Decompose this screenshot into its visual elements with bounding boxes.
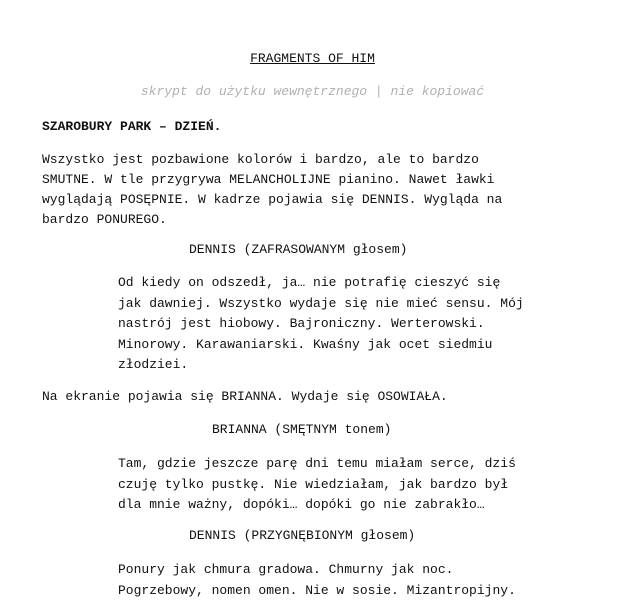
character-cue: DENNIS (ZAFRASOWANYM głosem) <box>189 242 408 257</box>
action-paragraph: Wszystko jest pozbawione kolorów i bardzo, ale to bardzo SMUTNE. W tle przygrywa MELANCHOLIJNE pianino. Nawet ławki wyglądają POSĘPNIE. W kadrze pojawia się DENNIS. Wygląda na bardzo PONUREGO. <box>42 152 503 227</box>
dialogue-block: Tam, gdzie jeszcze parę dni temu miałam serce, dziś czuję tylko pustkę. Nie wiedziałam, jak bardzo był dla mnie ważny, dopóki… dopóki go nie zabrakło… <box>118 456 516 512</box>
action-paragraph: Na ekranie pojawia się BRIANNA. Wydaje się OSOWIAŁA. <box>42 389 448 404</box>
dialogue-block: Ponury jak chmura gradowa. Chmurny jak noc. Pogrzebowy, nomen omen. Nie w sosie. Mizantropijny. <box>118 562 516 598</box>
script-title: FRAGMENTS OF HIM <box>250 51 375 66</box>
character-cue: BRIANNA (SMĘTNYM tonem) <box>212 422 392 437</box>
character-cue: DENNIS (PRZYGNĘBIONYM głosem) <box>189 528 416 543</box>
dialogue-block: Od kiedy on odszedł, ja… nie potrafię cieszyć się jak dawniej. Wszystko wydaje się nie mieć sensu. Mój nastrój jest hiobowy. Bajroniczny. Werterowski. Minorowy. Karawaniarski. Kwaśny jak ocet siedmiu złodziei. <box>118 275 524 372</box>
scene-heading: SZAROBURY PARK – DZIEŃ. <box>42 119 222 134</box>
script-subtitle: skrypt do użytku wewnętrznego | nie kopiować <box>140 84 485 99</box>
